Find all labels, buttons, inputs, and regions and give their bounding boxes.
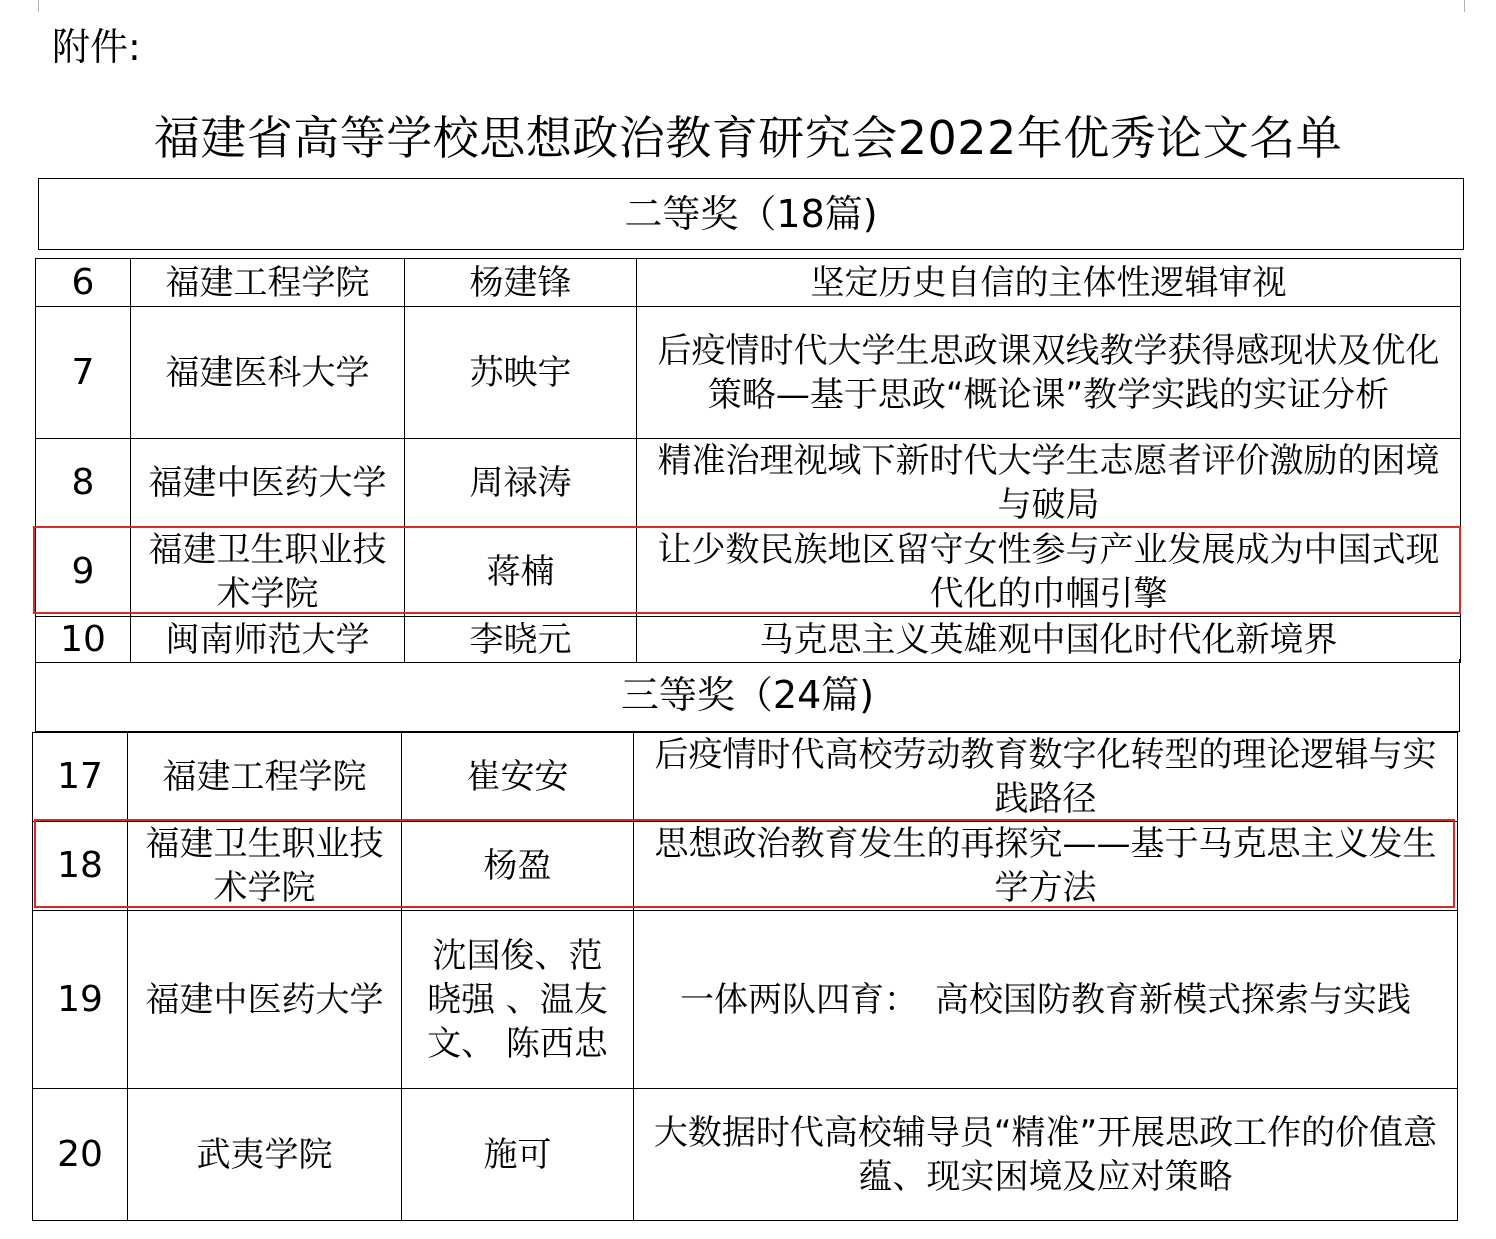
author-cell: 苏映宇 — [405, 307, 637, 439]
paper-title-cell: 精准治理视域下新时代大学生志愿者评价激励的困境与破局 — [637, 439, 1461, 528]
row-number: 17 — [33, 733, 128, 822]
paper-title-cell: 思想政治教育发生的再探究——基于马克思主义发生学方法 — [634, 822, 1458, 911]
table-row — [36, 439, 1461, 528]
row-number: 19 — [33, 911, 128, 1089]
author-cell: 周禄涛 — [405, 439, 637, 528]
author-cell: 崔安安 — [402, 733, 634, 822]
row-number: 6 — [36, 259, 131, 307]
second-prize-table — [35, 258, 1461, 663]
school-cell: 福建医科大学 — [131, 307, 405, 439]
author-cell: 沈国俊、范晓强 、温友文、 陈西忠 — [402, 911, 634, 1089]
row-number: 9 — [36, 528, 131, 617]
paper-title-cell: 大数据时代高校辅导员“精准”开展思政工作的价值意蕴、现实困境及应对策略 — [634, 1089, 1458, 1221]
second-prize-heading: 二等奖（18篇) — [38, 178, 1464, 250]
school-cell: 福建工程学院 — [128, 733, 402, 822]
document-title: 福建省高等学校思想政治教育研究会2022年优秀论文名单 — [153, 111, 1343, 165]
author-cell: 李晓元 — [405, 617, 637, 663]
page-corner-mark-left — [38, 0, 39, 12]
school-cell: 福建工程学院 — [131, 259, 405, 307]
row-number: 18 — [33, 822, 128, 911]
row-number: 7 — [36, 307, 131, 439]
table-row — [36, 617, 1461, 663]
row-number: 10 — [36, 617, 131, 663]
paper-title-cell: 后疫情时代大学生思政课双线教学获得感现状及优化策略—基于思政“概论课”教学实践的实证分析 — [637, 307, 1461, 439]
school-cell: 武夷学院 — [128, 1089, 402, 1221]
school-cell: 福建中医药大学 — [128, 911, 402, 1089]
author-cell: 施可 — [402, 1089, 634, 1221]
table-row — [36, 307, 1461, 439]
third-prize-heading: 三等奖（24篇) — [35, 659, 1460, 732]
table-row — [33, 733, 1458, 822]
attachment-label: 附件: — [52, 25, 141, 69]
paper-title-cell: 让少数民族地区留守女性参与产业发展成为中国式现代化的巾帼引擎 — [637, 528, 1461, 617]
paper-title-cell: 一体两队四育： 高校国防教育新模式探索与实践 — [634, 911, 1458, 1089]
school-cell: 福建中医药大学 — [131, 439, 405, 528]
table-row — [36, 259, 1461, 307]
paper-title-cell: 马克思主义英雄观中国化时代化新境界 — [637, 617, 1461, 663]
school-cell: 闽南师范大学 — [131, 617, 405, 663]
author-cell: 杨建锋 — [405, 259, 637, 307]
author-cell: 蒋楠 — [405, 528, 637, 617]
author-cell: 杨盈 — [402, 822, 634, 911]
row-number: 8 — [36, 439, 131, 528]
page-corner-mark-right — [1464, 0, 1465, 12]
third-prize-table — [32, 732, 1458, 1221]
table-row — [33, 1089, 1458, 1221]
paper-title-cell: 后疫情时代高校劳动教育数字化转型的理论逻辑与实践路径 — [634, 733, 1458, 822]
row-number: 20 — [33, 1089, 128, 1221]
paper-title-cell: 坚定历史自信的主体性逻辑审视 — [637, 259, 1461, 307]
school-cell: 福建卫生职业技术学院 — [131, 528, 405, 617]
table-row — [36, 528, 1461, 617]
table-row — [33, 822, 1458, 911]
school-cell: 福建卫生职业技术学院 — [128, 822, 402, 911]
table-row — [33, 911, 1458, 1089]
